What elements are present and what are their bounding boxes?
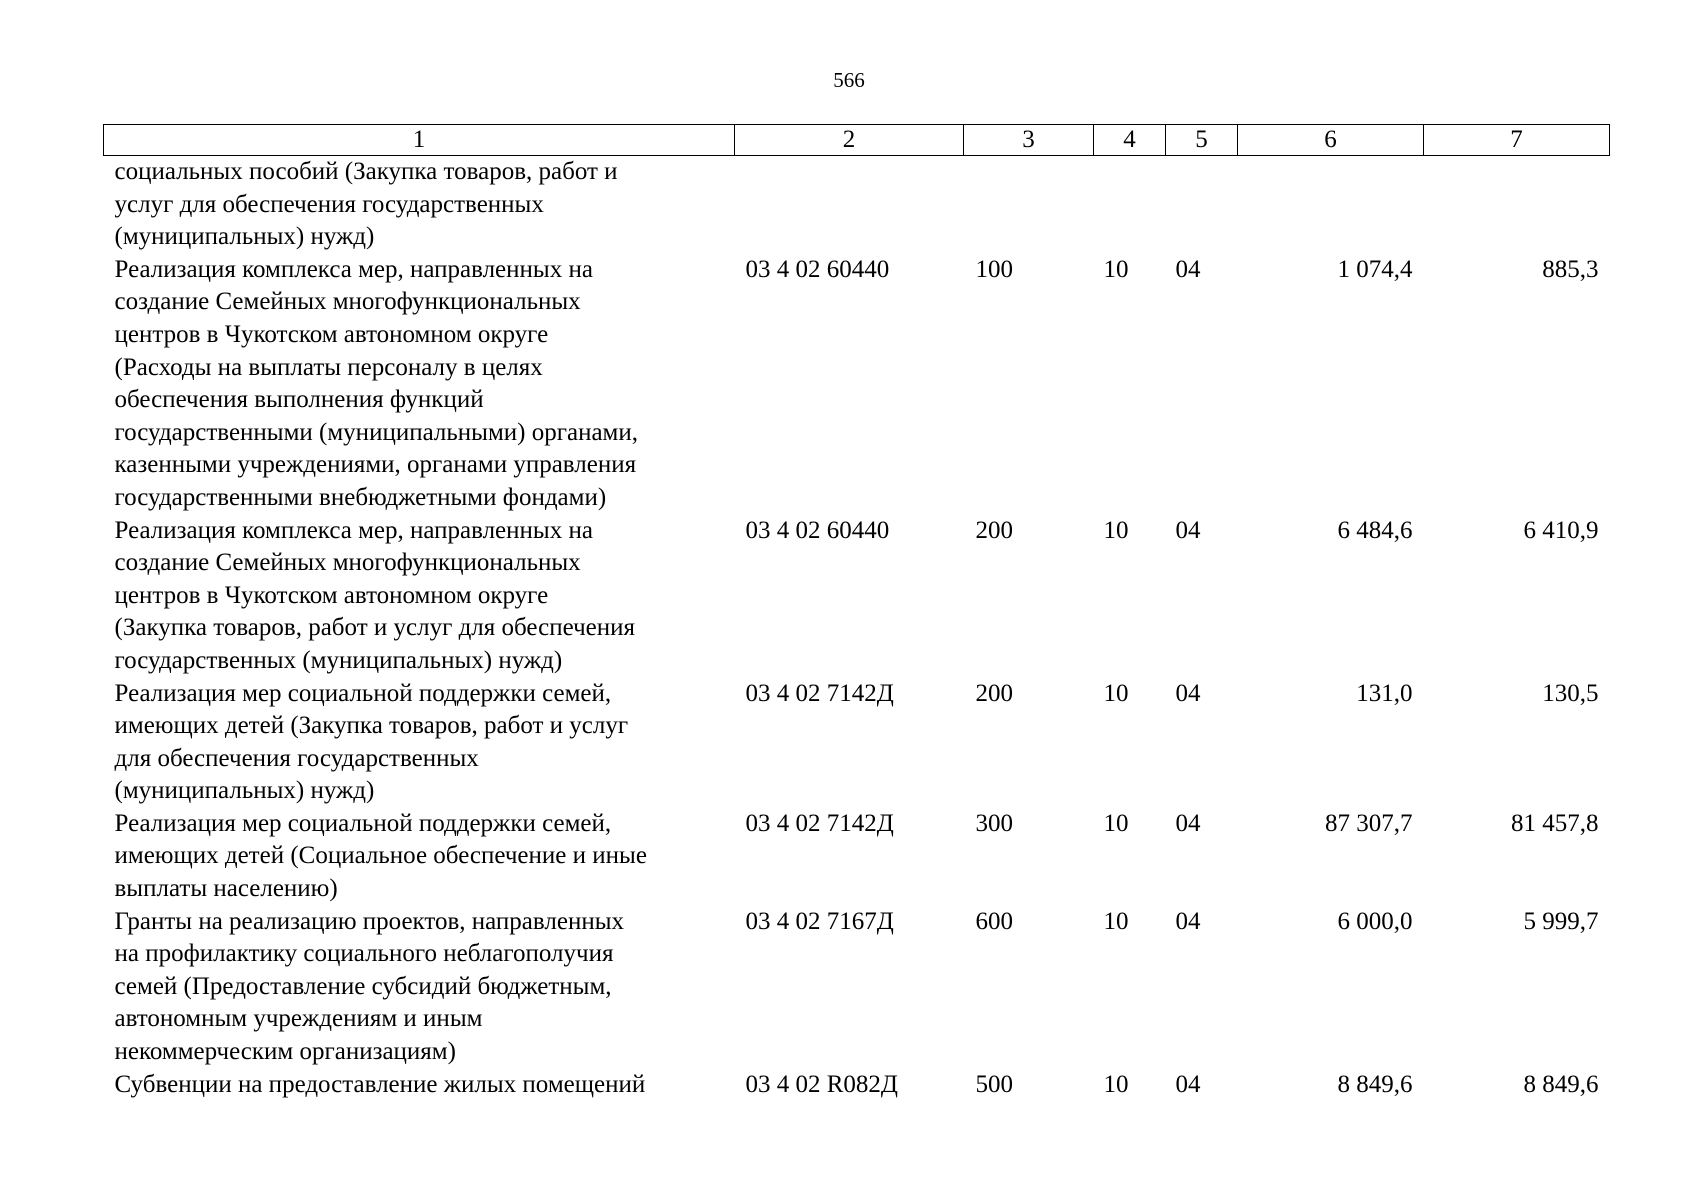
expense-name-line: имеющих детей (Закупка товаров, работ и услуг [114, 712, 629, 740]
section-code: 10 [1103, 1070, 1129, 1098]
expense-name-line: создание Семейных многофункциональных [114, 288, 581, 316]
expense-name-line: автономным учреждениям и иным [114, 1005, 483, 1033]
target-article-code: 03 4 02 60440 [745, 516, 890, 544]
subsection-code: 04 [1175, 679, 1201, 707]
table-header [104, 125, 1610, 156]
target-article-code: 03 4 02 7167Д [745, 907, 894, 935]
table-row [104, 906, 1610, 1069]
expense-name-line: государственными внебюджетными фондами) [114, 483, 607, 511]
expense-name-line: обеспечения выполнения функций [114, 386, 484, 414]
section-code [1094, 156, 1166, 254]
expense-name-line: Реализация комплекса мер, направленных на [114, 516, 593, 544]
header-row [104, 125, 1610, 156]
expense-name-line: семей (Предоставление субсидий бюджетным, [114, 972, 612, 1000]
subsection-code: 04 [1175, 809, 1201, 837]
planned-amount: 8 849,6 [1337, 1070, 1413, 1098]
table-body [104, 156, 1610, 1102]
budget-table [103, 124, 1610, 1101]
section-code: 10 [1103, 809, 1129, 837]
expense-name-line: (Расходы на выплаты персоналу в целях [114, 353, 543, 381]
table-row [104, 515, 1610, 678]
expense-name-line: Субвенции на предоставление жилых помещений [114, 1070, 646, 1098]
expense-name-line: Реализация комплекса мер, направленных на [114, 255, 593, 283]
target-article-code: 03 4 02 7142Д [745, 809, 894, 837]
section-code: 10 [1103, 907, 1129, 935]
expense-name-line: (муниципальных) нужд) [114, 777, 375, 805]
actual-amount: 8 849,6 [1523, 1070, 1599, 1098]
actual-amount: 81 457,8 [1511, 809, 1599, 837]
expense-name-line: для обеспечения государственных [114, 744, 479, 772]
expense-type-code: 300 [975, 809, 1013, 837]
actual-amount: 5 999,7 [1523, 907, 1599, 935]
expense-name-line: Реализация мер социальной поддержки семей, [114, 679, 612, 707]
subsection-code: 04 [1175, 255, 1201, 283]
column-header-6: 6 [1238, 125, 1424, 156]
expense-name [104, 906, 735, 1069]
column-header-7: 7 [1424, 125, 1610, 156]
expense-name-line: некоммерческим организациям) [114, 1038, 456, 1066]
expense-name-line: имеющих детей (Социальное обеспечение и иные [114, 842, 647, 870]
planned-amount: 6 000,0 [1337, 907, 1413, 935]
expense-name-line: государственных (муниципальных) нужд) [114, 646, 563, 674]
expense-name-line: (муниципальных) нужд) [114, 223, 375, 251]
expense-name [104, 678, 735, 808]
expense-name-line: центров в Чукотском автономном округе [114, 320, 549, 348]
table-row [104, 808, 1610, 906]
expense-name-line: центров в Чукотском автономном округе [114, 581, 549, 609]
actual-amount: 130,5 [1542, 679, 1599, 707]
expense-name [104, 156, 735, 254]
table-row [104, 254, 1610, 515]
subsection-code [1166, 156, 1238, 254]
planned-amount [1238, 156, 1424, 254]
expense-name [104, 515, 735, 678]
expense-type-code: 200 [975, 516, 1013, 544]
expense-type-code: 500 [975, 1070, 1013, 1098]
section-code: 10 [1103, 679, 1129, 707]
section-code: 10 [1103, 516, 1129, 544]
expense-name-line: Гранты на реализацию проектов, направленных [114, 907, 624, 935]
table-row [104, 678, 1610, 808]
expense-type-code: 100 [975, 255, 1013, 283]
actual-amount: 885,3 [1542, 255, 1599, 283]
expense-name-line: социальных пособий (Закупка товаров, работ и [114, 158, 618, 185]
target-article-code: 03 4 02 7142Д [745, 679, 894, 707]
expense-name-line: казенными учреждениями, органами управления [114, 451, 637, 479]
expense-name [104, 808, 735, 906]
actual-amount: 6 410,9 [1523, 516, 1599, 544]
column-header-5: 5 [1166, 125, 1238, 156]
expense-name-line: услуг для обеспечения государственных [114, 190, 544, 218]
expense-type-code [964, 156, 1094, 254]
expense-name-line: выплаты населению) [114, 875, 338, 903]
column-header-4: 4 [1094, 125, 1166, 156]
column-header-3: 3 [964, 125, 1094, 156]
expense-name-line: (Закупка товаров, работ и услуг для обеспечения [114, 614, 635, 642]
planned-amount: 1 074,4 [1337, 255, 1413, 283]
column-header-1: 1 [104, 125, 735, 156]
table-row [104, 156, 1610, 254]
column-header-2: 2 [735, 125, 964, 156]
planned-amount: 131,0 [1356, 679, 1413, 707]
target-article-code: 03 4 02 R082Д [745, 1070, 898, 1098]
target-article-code: 03 4 02 60440 [745, 255, 890, 283]
expense-name-line: Реализация мер социальной поддержки семей, [114, 809, 612, 837]
expense-name [104, 1069, 735, 1102]
expense-type-code: 600 [975, 907, 1013, 935]
planned-amount: 87 307,7 [1325, 809, 1413, 837]
table-row [104, 1069, 1610, 1102]
subsection-code: 04 [1175, 516, 1201, 544]
expense-type-code: 200 [975, 679, 1013, 707]
expense-name-line: создание Семейных многофункциональных [114, 549, 581, 577]
page-number: 566 [833, 68, 865, 92]
expense-name-line: государственными (муниципальными) органами, [114, 418, 638, 446]
expense-name-line: на профилактику социального неблагополучия [114, 940, 614, 968]
planned-amount: 6 484,6 [1337, 516, 1413, 544]
section-code: 10 [1103, 255, 1129, 283]
actual-amount [1424, 156, 1610, 254]
subsection-code: 04 [1175, 907, 1201, 935]
target-article-code [735, 156, 964, 254]
subsection-code: 04 [1175, 1070, 1201, 1098]
expense-name [104, 254, 735, 515]
